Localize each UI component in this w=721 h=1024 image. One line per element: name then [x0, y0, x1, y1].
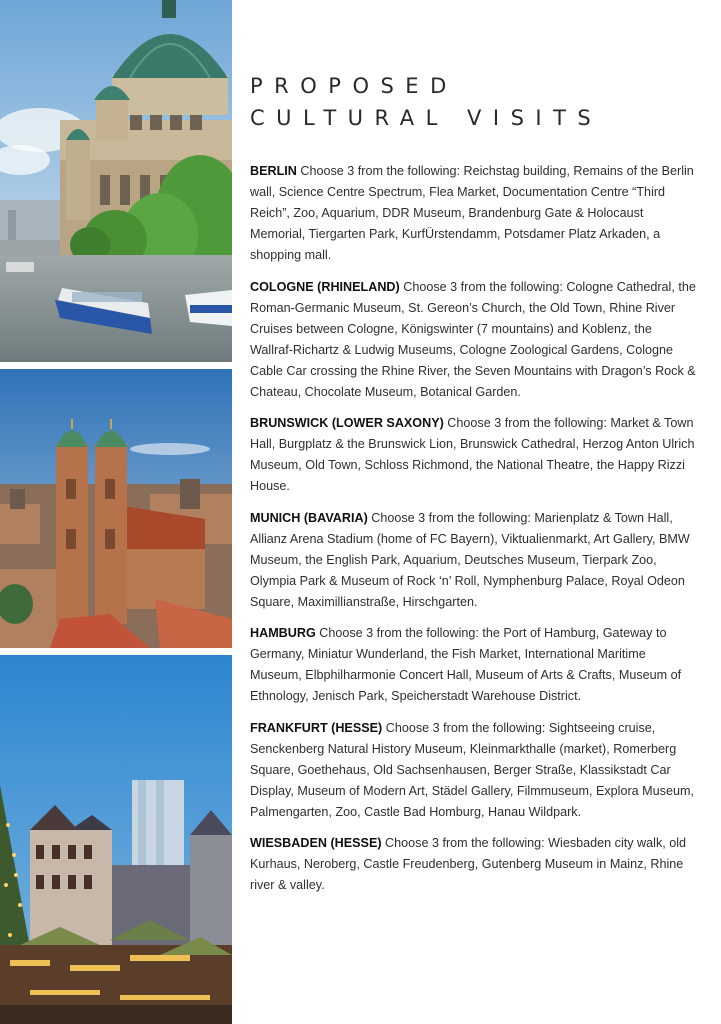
berlin-cathedral-photo	[0, 0, 232, 362]
section-text: Choose 3 from the following: the Port of Hamburg, Gateway to Germany, Miniatur Wunderland, the Fish Market, International Maritime Museum, Elbphilharmonie Concert Hall, Museum of Arts & Crafts, Museum of Ethnology, Jenisch Park, Speicherstadt Warehouse District.	[250, 626, 682, 703]
city-heading: BRUNSWICK (LOWER SAXONY)	[250, 416, 444, 430]
section-text: Choose 3 from the following: Wiesbaden city walk, old Kurhaus, Neroberg, Castle Freudenberg, Gutenberg Museum in Mainz, Rhine river & valley.	[250, 836, 687, 892]
city-heading: MUNICH (BAVARIA)	[250, 510, 368, 525]
section-text: Choose 3 from the following: Market & Town Hall, Burgplatz & the Brunswick Lion, Brunswick Cathedral, Herzog Anton Ulrich Museum, Old Town, Schloss Richmond, the National Theatre, the Happy Rizzi House.	[250, 416, 695, 493]
photo-column	[0, 0, 232, 1024]
title-line-2: CULTURAL VISITS	[250, 106, 603, 130]
munich-frauenkirche-photo	[0, 369, 232, 648]
city-heading: FRANKFURT (HESSE)	[250, 720, 383, 735]
section-berlin	[250, 161, 698, 266]
city-heading: HAMBURG	[250, 626, 316, 640]
city-heading: BERLIN	[250, 164, 297, 178]
city-heading: COLOGNE (RHINELAND)	[250, 279, 400, 294]
section-hamburg	[250, 623, 698, 707]
section-cologne	[250, 277, 698, 403]
section-brunswick	[250, 413, 698, 497]
page-title	[250, 70, 602, 134]
section-frankfurt	[250, 718, 698, 823]
frankfurt-christmas-market-illustration	[0, 655, 232, 1024]
section-text: Choose 3 from the following: Marienplatz & Town Hall, Allianz Arena Stadium (home of FC Bayern), Viktualienmarkt, Art Gallery, BMW Museum, the English Park, Aquarium, Deutsches Museum, Tierpark Zoo, Olympia Park & Museum of Rock ‘n’ Roll, Nymphenburg Palace, Royal Odeon Square, Maximillianstraße, Hirschgarten.	[250, 510, 690, 609]
section-wiesbaden	[250, 833, 698, 896]
section-text: Choose 3 from the following: Reichstag building, Remains of the Berlin wall, Science Centre Spectrum, Flea Market, Documentation Centre “Third Reich”, Zoo, Aquarium, DDR Museum, Brandenburg Gate & Holocaust Memorial, Tiergarten Park, KurfÜrstendamm, Potsdamer Platz Arkaden, a shopping mall.	[250, 164, 694, 262]
visit-sections	[250, 161, 698, 907]
section-text: Choose 3 from the following: Cologne Cathedral, the Roman-Germanic Museum, St. Gereon’s Church, the Old Town, Rhine River Cruises between Cologne, Königswinter (7 mountains) and Koblenz, the Wallraf-Richartz & Ludwig Museums, Cologne Zoological Gardens, Cologne Cable Car crossing the Rhine River, the Seven Mountains with Dragon’s Rock & Chateau, Chocolate Museum, Botanical Garden.	[250, 279, 696, 399]
berlin-cathedral-illustration	[0, 0, 232, 362]
munich-frauenkirche-illustration	[0, 369, 232, 648]
section-text: Choose 3 from the following: Sightseeing cruise, Senckenberg Natural History Museum, Kleinmarkthalle (market), Romerberg Square, Goethehaus, Old Sachsenhausen, Berger Straße, Klassikstadt Car Display, Museum of Modern Art, Städel Gallery, Filmmuseum, Explora Museum, Palmengarten, Zoo, Castle Bad Homburg, Hanau Wildpark.	[250, 720, 694, 819]
frankfurt-christmas-market-photo	[0, 655, 232, 1024]
city-heading: WIESBADEN (HESSE)	[250, 836, 382, 850]
section-munich	[250, 508, 698, 613]
title-line-1: PROPOSED	[250, 74, 458, 98]
